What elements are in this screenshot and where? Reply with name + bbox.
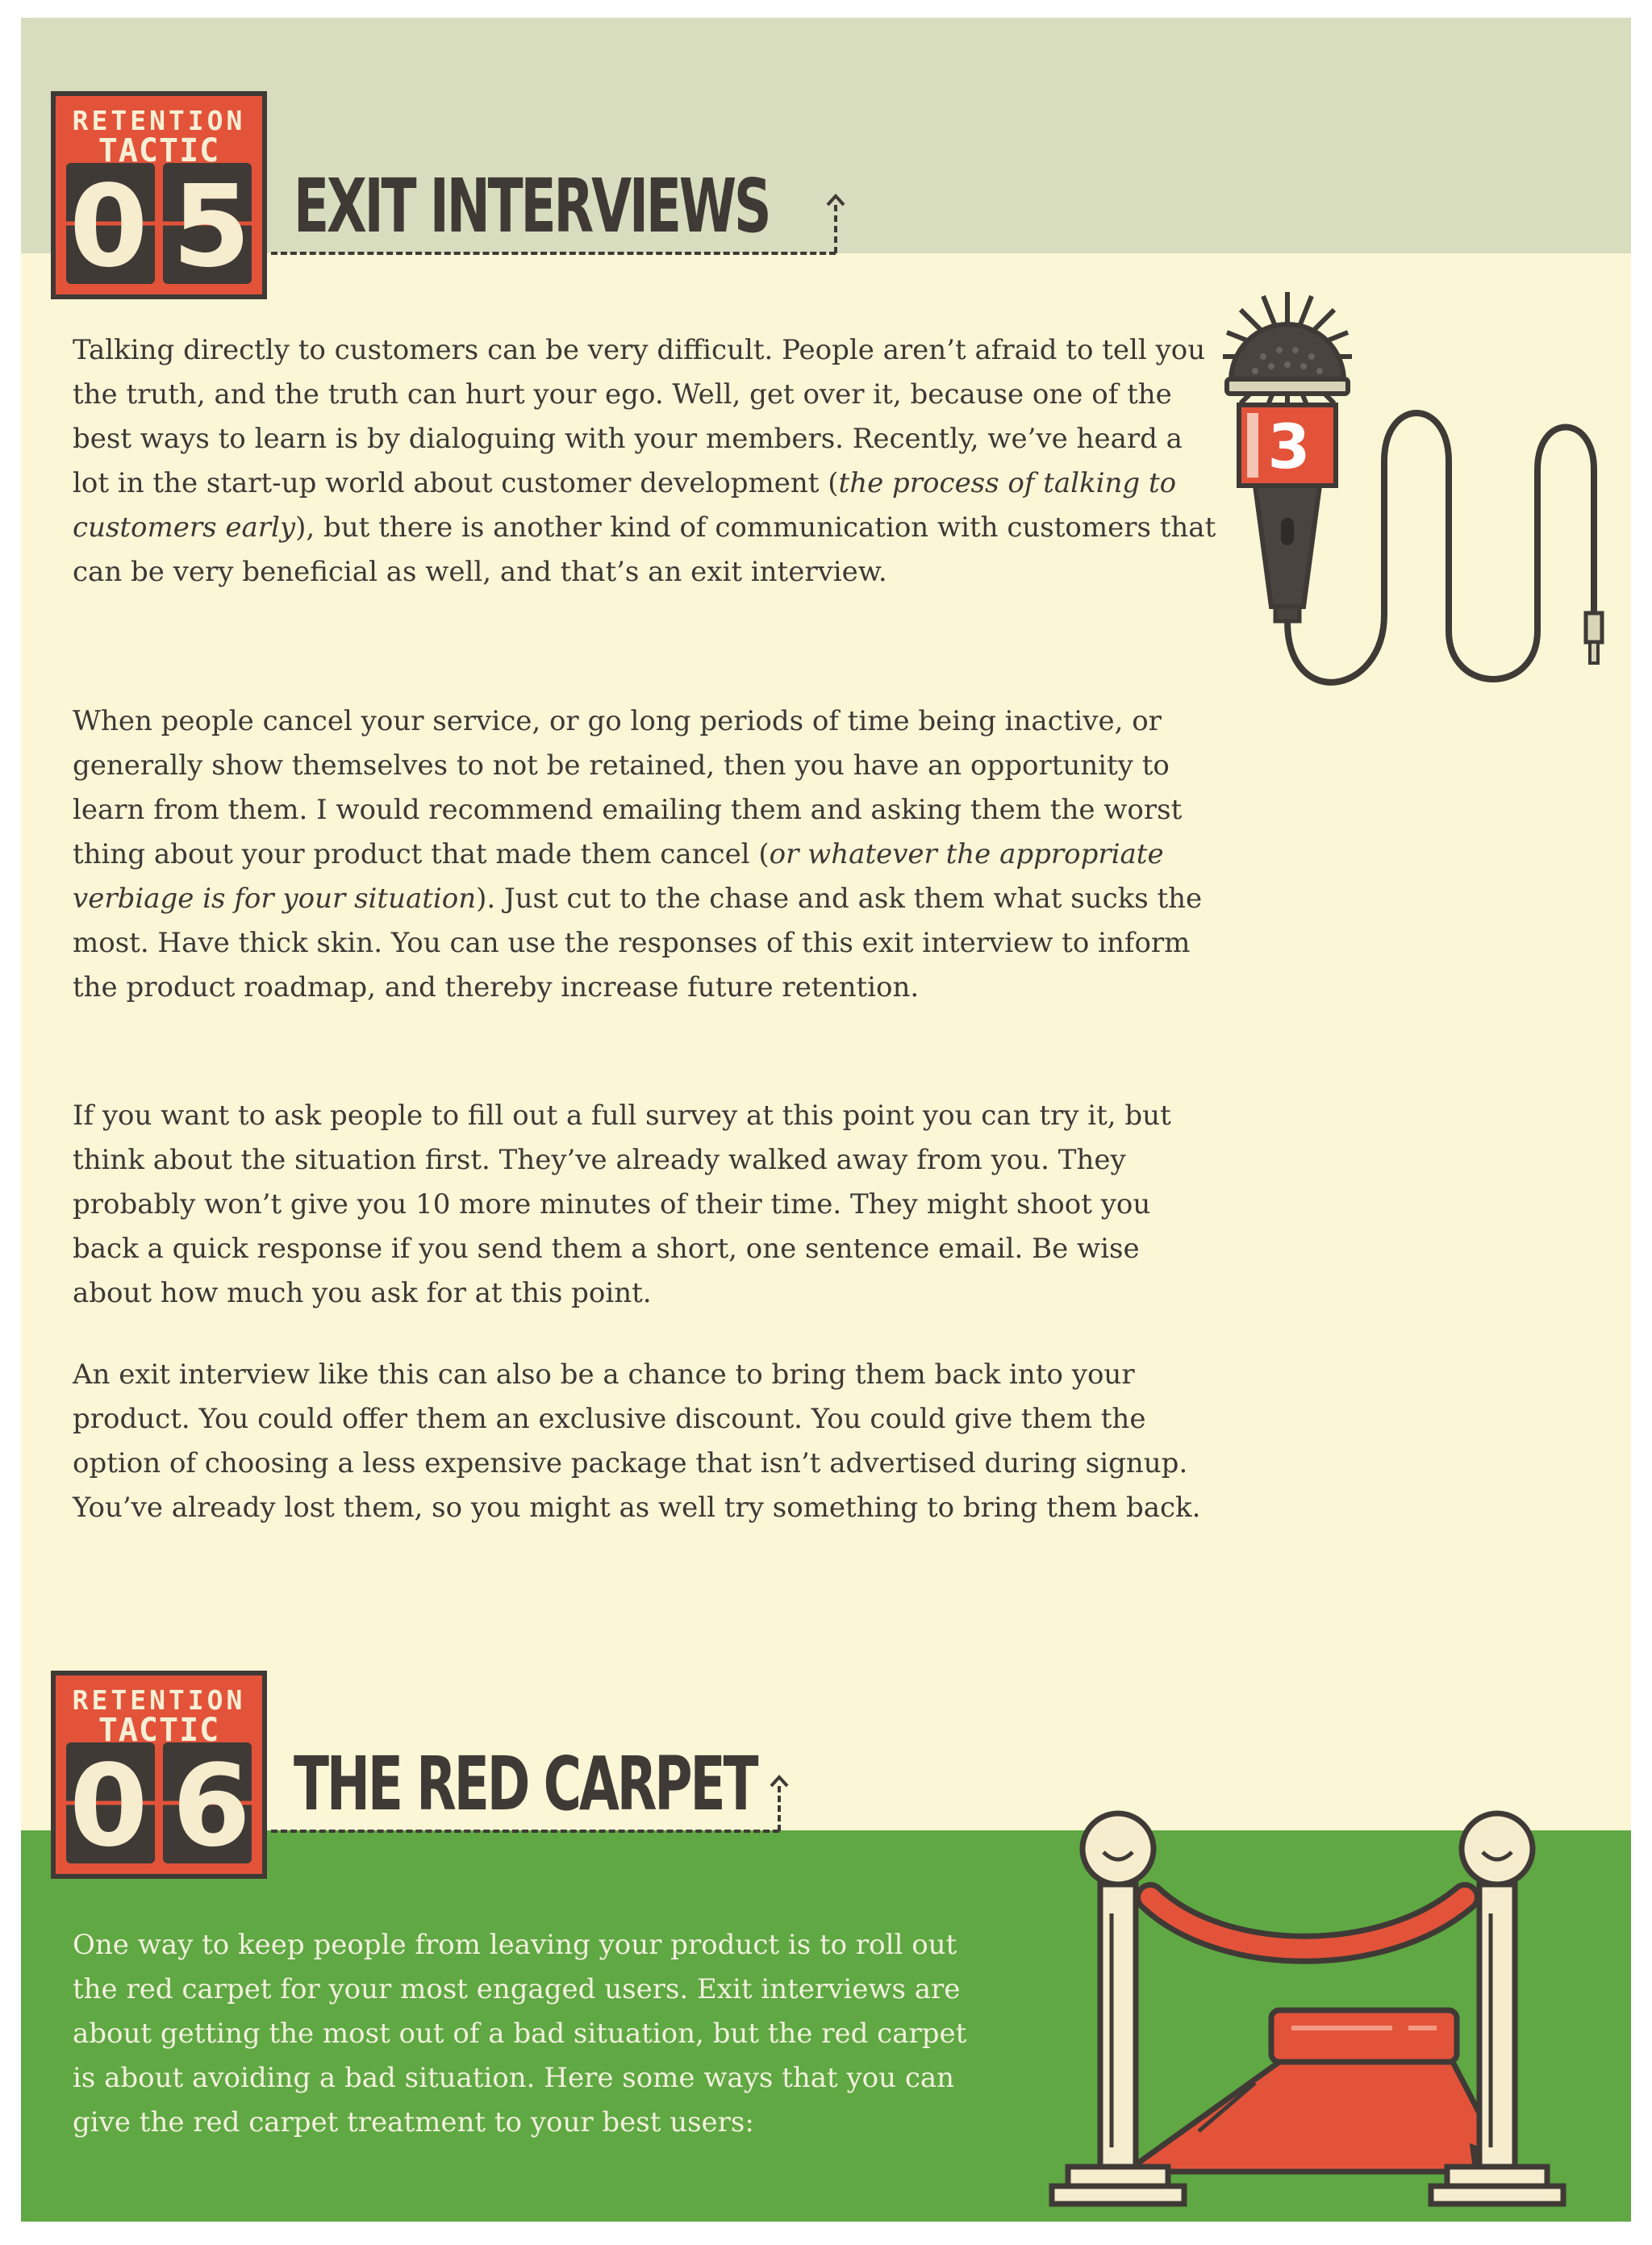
section-title: THE RED CARPET bbox=[294, 1741, 757, 1827]
badge-number: 06 bbox=[69, 1741, 275, 1872]
paragraph-4: An exit interview like this can also be a chance to bring them back into your product. You could offer them an exclusive discount. You could give them the option of choosing a less expensive package that isn’t advertised during signup. You’ve already lost them, so you might as well try something to bring them back. bbox=[73, 1358, 1201, 1524]
section-title: EXIT INTERVIEWS bbox=[294, 163, 770, 249]
retention-tactic-badge-05 bbox=[50, 90, 275, 300]
badge-line1: RETENTION bbox=[72, 105, 246, 136]
heading-underline bbox=[271, 252, 836, 255]
heading-connector bbox=[778, 1786, 781, 1831]
heading-underline bbox=[271, 1830, 779, 1833]
heading-connector bbox=[834, 205, 837, 253]
paragraph-2: When people cancel your service, or go long periods of time being inactive, or generally show themselves to not be retained, then you have an opportunity to learn from them. I would recommend emailing them and asking them the worst thing about your product that made them cancel (or whatever the appropriate verbiage is for your situation). Just cut to the chase and ask them what sucks the most. Have thick skin. You can use the responses of this exit interview to inform the product roadmap, and thereby increase future retention. bbox=[73, 705, 1203, 1004]
badge-line1: RETENTION bbox=[72, 1684, 246, 1716]
paragraph-1: Talking directly to customers can be very difficult. People aren’t afraid to tell you the truth, and the truth can hurt your ego. Well, get over it, because one of the best ways to learn is by dialoguing with your members. Recently, we’ve heard a lot in the start-up world about customer development (the process of talking to customers early), but there is another kind of communication with customers that can be very beneficial as well, and that’s an exit interview. bbox=[73, 334, 1216, 588]
badge-line2: TACTIC bbox=[98, 1712, 220, 1749]
arrow-up-icon bbox=[770, 1775, 789, 1788]
paragraph-3: If you want to ask people to fill out a full survey at this point you can try it, but think about the situation first. They’ve already walked away from you. They probably won’t give you 10 more minutes of their time. They might shoot you back a quick response if you send them a short, one sentence email. Be wise about how much you ask for at this point. bbox=[73, 1100, 1171, 1309]
red-carpet-icon bbox=[1013, 1792, 1626, 2212]
mic-flag-number: 3 bbox=[1267, 411, 1311, 482]
microphone-icon bbox=[1183, 276, 1618, 695]
paragraph-red-carpet: One way to keep people from leaving your product is to roll out the red carpet for your most engaged users. Exit interviews are about getting the most out of a bad situation, but the red carpet is about avoiding a bad situation. Here some ways that you can give the red carpet treatment to your best users: bbox=[73, 1929, 967, 2139]
badge-number: 05 bbox=[69, 161, 275, 293]
badge-line2: TACTIC bbox=[98, 132, 220, 169]
arrow-up-icon bbox=[826, 194, 845, 207]
page bbox=[21, 18, 1631, 2222]
retention-tactic-badge-06 bbox=[50, 1670, 275, 1880]
